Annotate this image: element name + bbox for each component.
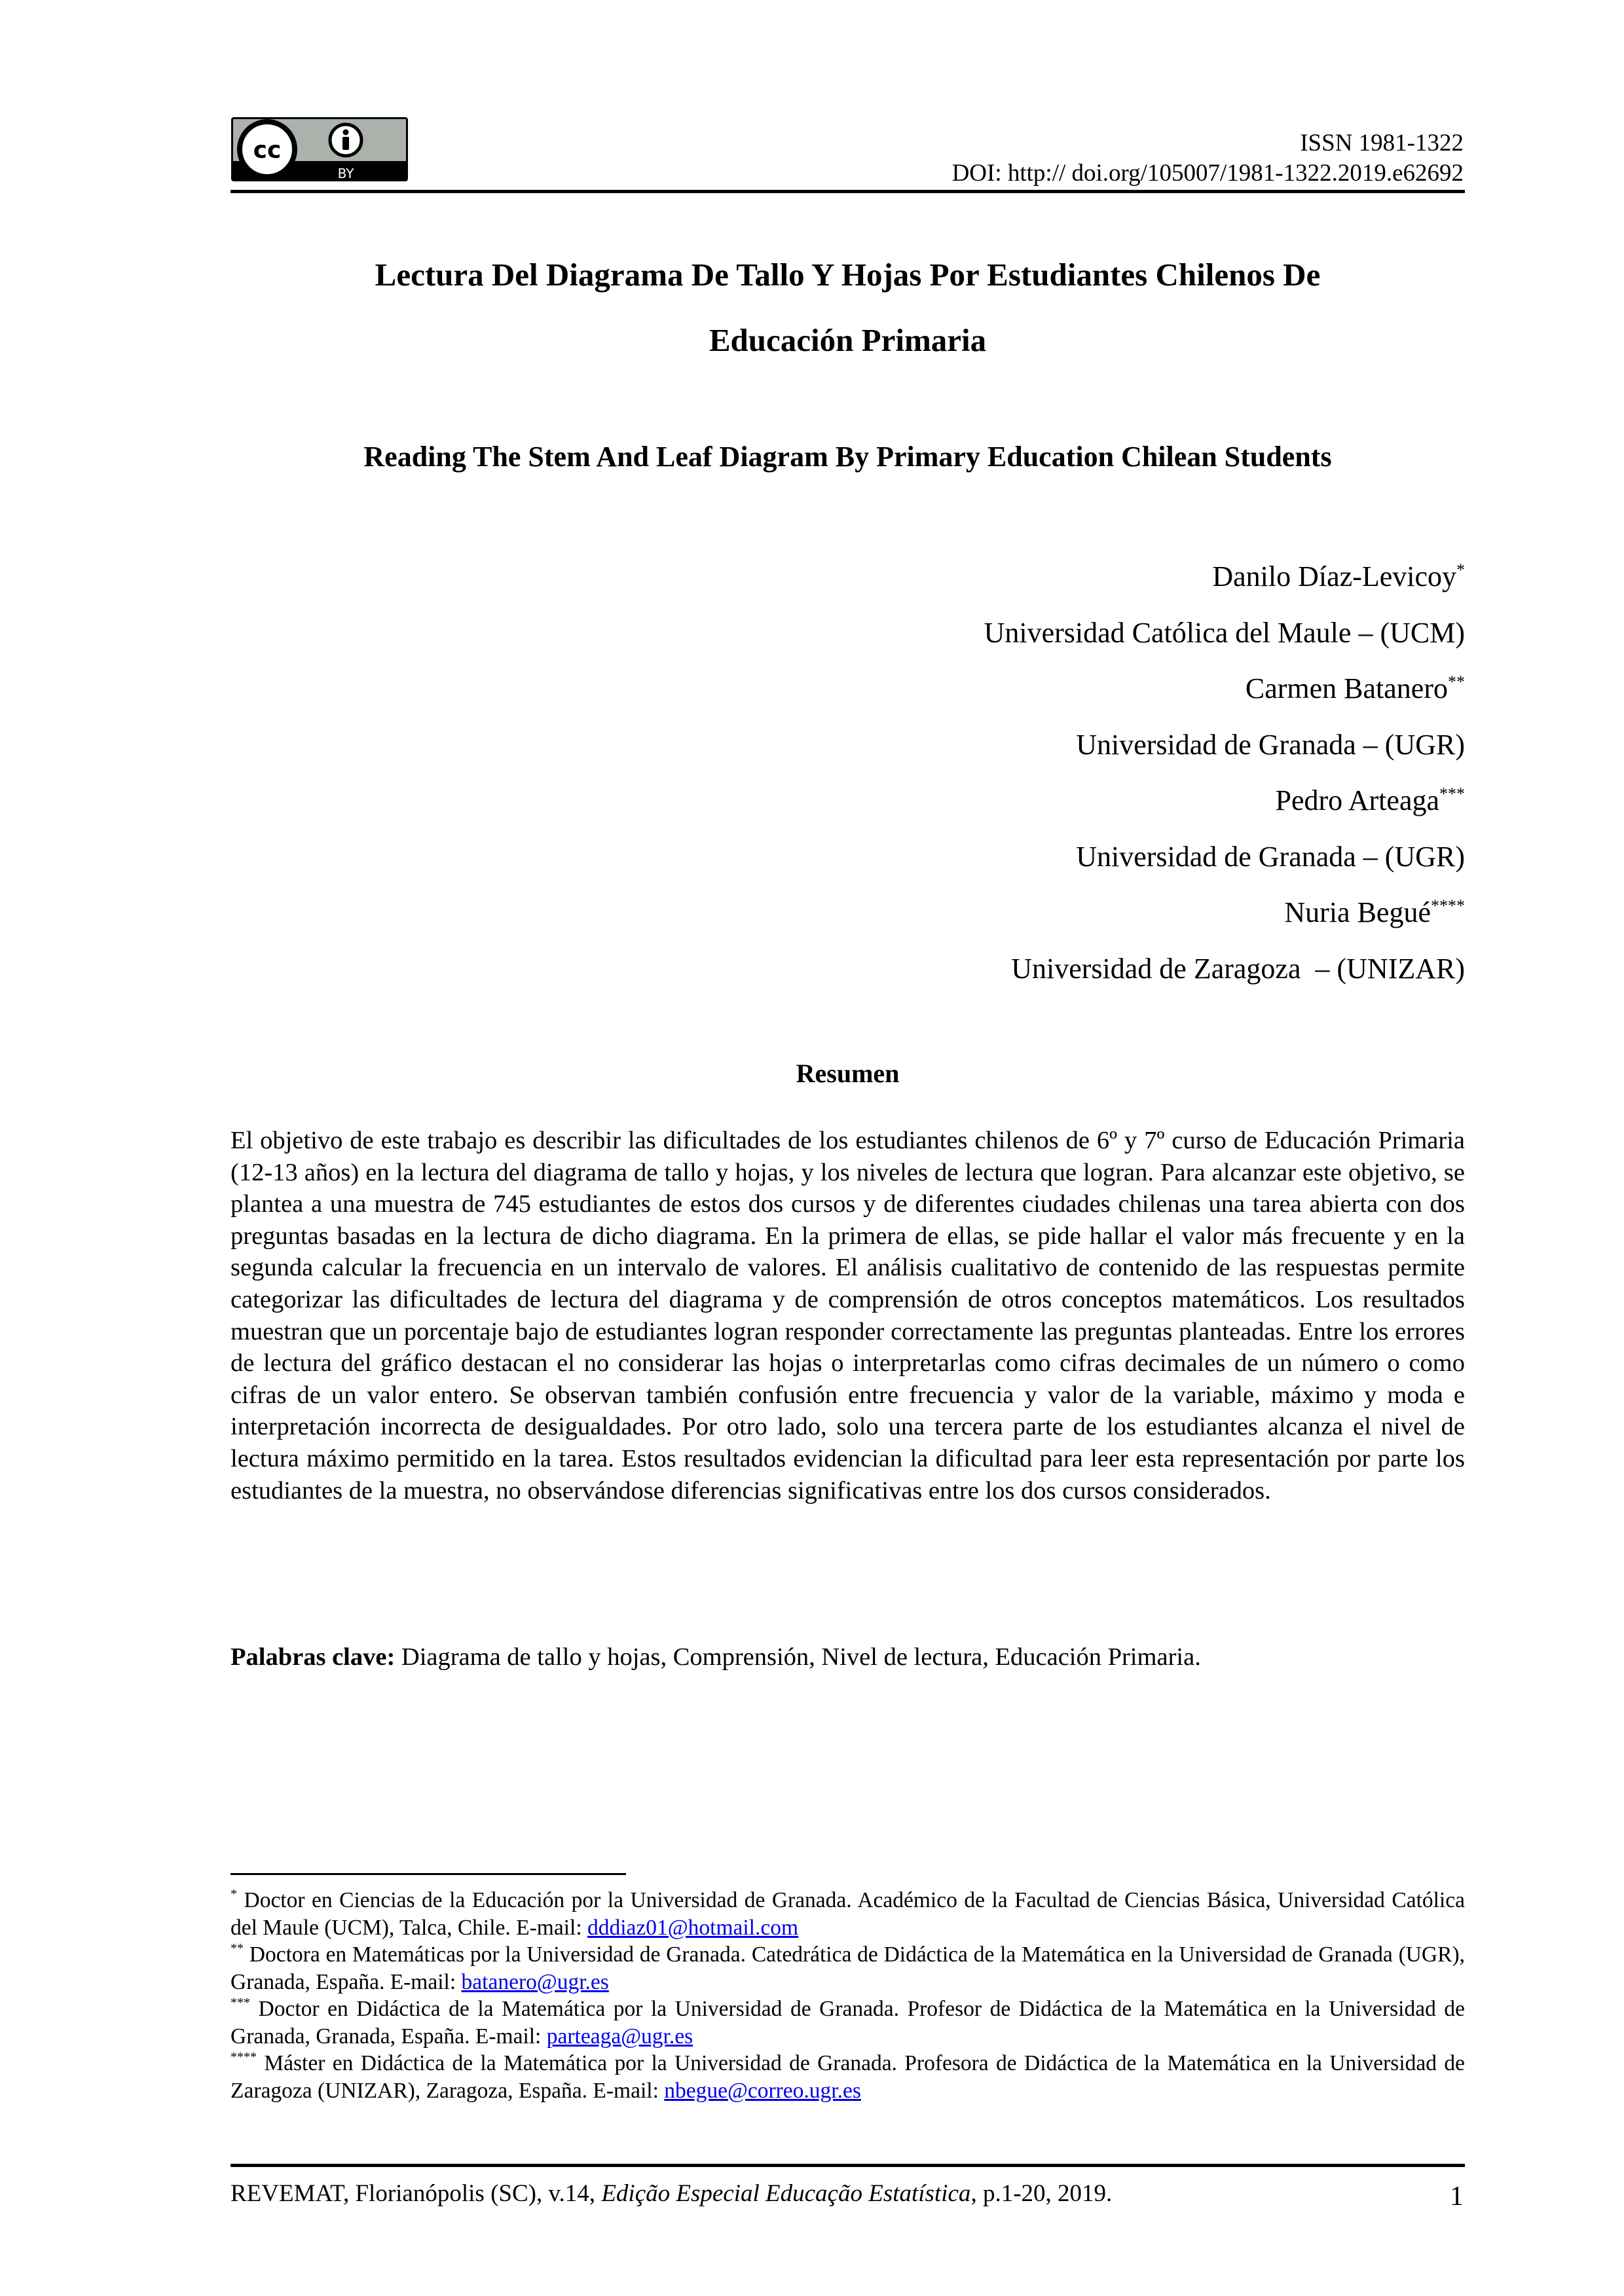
title-english: Reading The Stem And Leaf Diagram By Primary Education Chilean Students bbox=[363, 441, 1332, 473]
author-affiliation: Universidad de Granada – (UGR) bbox=[1076, 840, 1465, 873]
email-link[interactable]: dddiaz01@hotmail.com bbox=[587, 1915, 799, 1940]
title-spanish-line-1: Lectura Del Diagrama De Tallo Y Hojas Por Estudiantes Chilenos De bbox=[375, 257, 1321, 293]
keywords bbox=[231, 1641, 1465, 1673]
issue-title: Edição Especial Educação Estatística bbox=[601, 2180, 971, 2207]
svg-text:cc: cc bbox=[253, 137, 282, 164]
doi: DOI: http:// doi.org/105007/1981-1322.2019.e62692 bbox=[951, 160, 1464, 187]
footnote-mark: *** bbox=[231, 1995, 250, 2010]
footnote-mark: * bbox=[231, 1887, 237, 1901]
cc-by-license-badge bbox=[231, 117, 409, 182]
title-spanish bbox=[231, 242, 1465, 373]
footnote-mark[interactable]: **** bbox=[1431, 896, 1465, 915]
footnote-mark[interactable]: * bbox=[1456, 560, 1465, 579]
by-label: BY bbox=[337, 166, 354, 181]
issn: ISSN 1981-1322 bbox=[1300, 130, 1464, 156]
author-affiliation: Universidad de Granada – (UGR) bbox=[1076, 728, 1465, 761]
email-link[interactable]: nbegue@correo.ugr.es bbox=[664, 2078, 861, 2103]
page-number: 1 bbox=[1450, 2181, 1464, 2212]
footnote: ** Doctora en Matemáticas por la Universidad de Granada. Catedrática de Didáctica de la Matemática en la Universidad de Granada (UGR), Granada, España. E-mail: batanero@ugr.es bbox=[231, 1941, 1465, 1994]
footer-divider bbox=[231, 2164, 1465, 2167]
email-link[interactable]: parteaga@ugr.es bbox=[546, 2024, 693, 2049]
footnote: *** Doctor en Didáctica de la Matemática por la Universidad de Granada. Profesor de Didáctica de la Matemática en la Universidad de Granada, Granada, España. E-mail: parteaga@ugr.es bbox=[231, 1995, 1465, 2049]
email-link[interactable]: batanero@ugr.es bbox=[461, 1969, 609, 1994]
footnote: **** Máster en Didáctica de la Matemática por la Universidad de Granada. Profesora de Didáctica de la Matemática en la Universidad de Zaragoza (UNIZAR), Zaragoza, España. E-mail: nbegue@correo.ugr.es bbox=[231, 2050, 1465, 2103]
author-list bbox=[984, 549, 1465, 996]
journal-citation: REVEMAT, Florianópolis (SC), v.14, Edição Especial Educação Estatística, p.1-20, 2019. bbox=[231, 2180, 1113, 2207]
cc-by-badge-graphic bbox=[231, 117, 409, 182]
author-affiliation: Universidad de Zaragoza – (UNIZAR) bbox=[1011, 952, 1465, 985]
author-name: Nuria Begué**** bbox=[1284, 896, 1465, 928]
attribution-icon bbox=[330, 124, 361, 156]
footnote-mark[interactable]: *** bbox=[1439, 784, 1465, 803]
footnote: * Doctor en Ciencias de la Educación por la Universidad de Granada. Académico de la Facultad de Ciencias Básica, Universidad Católica del Maule (UCM), Talca, Chile. E-mail: dddiaz01@hotmail.com bbox=[231, 1887, 1465, 1940]
footnote-mark[interactable]: ** bbox=[1448, 672, 1465, 691]
author-affiliation: Universidad Católica del Maule – (UCM) bbox=[984, 616, 1465, 649]
keywords-label: Palabras clave: bbox=[231, 1643, 396, 1671]
abstract-body: El objetivo de este trabajo es describir las dificultades de los estudiantes chilenos de 6º y 7º curso de Educación Primaria (12-13 años) en la lectura del diagrama de tallo y hojas, y los niveles de lectura que logran. Para alcanzar este objetivo, se plantea a una muestra de 745 estudiantes de estos dos cursos y de diferentes ciudades chilenas una tarea abierta con dos preguntas basadas en la lectura de dicho diagrama. En la primera de ellas, se pide hallar el valor más frecuente y en la segunda calcular la frecuencia en un intervalo de valores. El análisis cualitativo de contenido de las respuestas permite categorizar las dificultades de lectura del diagrama y de comprensión de otros conceptos matemáticos. Los resultados muestran que un porcentaje bajo de estudiantes logran responder correctamente las preguntas planteadas. Entre los errores de lectura del gráfico destacan el no considerar las hojas o interpretarlas como cifras decimales de un número o como cifras de un valor entero. Se observan también confusión entre frecuencia y valor de la variable, máximo y moda e interpretación incorrecta de desigualdades. Por otro lado, solo una tercera parte de los estudiantes alcanza el nivel de lectura máximo permitido en la tarea. Estos resultados evidencian la dificultad para leer esta representación por parte los estudiantes de la muestra, no observándose diferencias significativas entre los dos cursos considerados. bbox=[231, 1127, 1465, 1504]
header-meta bbox=[952, 128, 1464, 189]
author-name: Danilo Díaz-Levicoy* bbox=[1212, 560, 1465, 592]
footnotes bbox=[231, 1887, 1465, 2104]
abstract-heading: Resumen bbox=[796, 1059, 900, 1088]
header-divider bbox=[231, 190, 1465, 193]
keywords-list: Diagrama de tallo y hojas, Comprensión, Nivel de lectura, Educación Primaria. bbox=[395, 1643, 1201, 1671]
footnote-mark: ** bbox=[231, 1941, 244, 1956]
author-name: Pedro Arteaga*** bbox=[1275, 784, 1465, 816]
title-spanish-line-2: Educación Primaria bbox=[709, 322, 987, 358]
author-name: Carmen Batanero** bbox=[1245, 672, 1465, 704]
footnote-mark: **** bbox=[231, 2050, 257, 2064]
footnote-divider bbox=[231, 1873, 626, 1875]
